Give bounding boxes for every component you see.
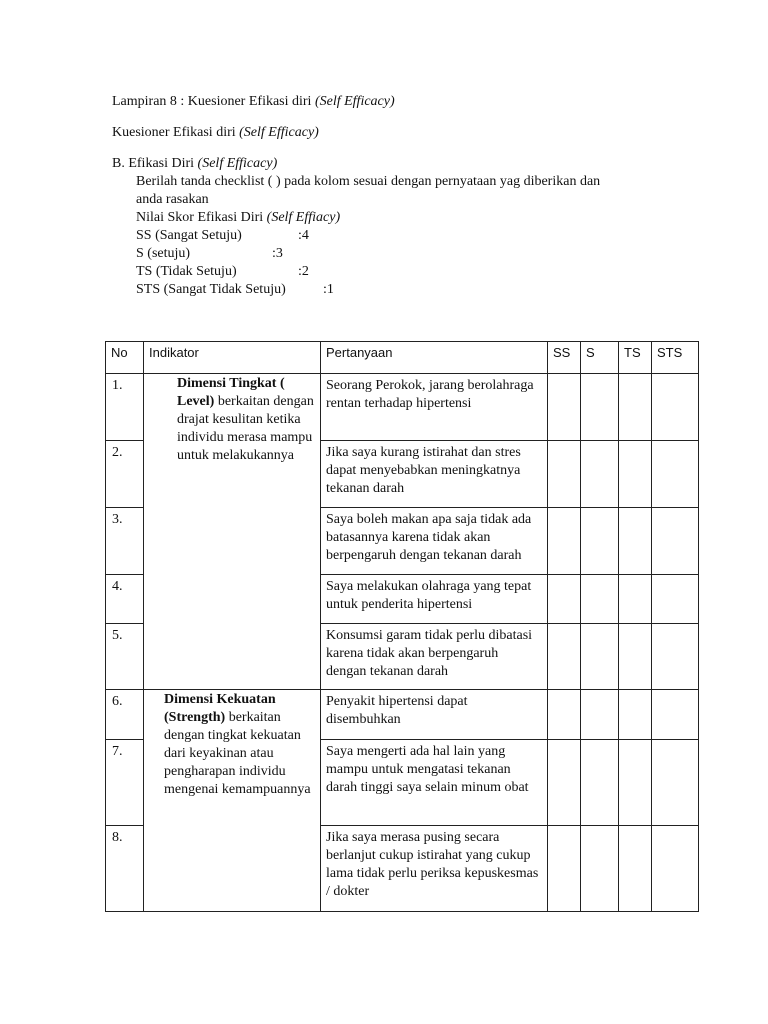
answer-cell-ss[interactable] [548,508,581,575]
answer-cell-ss[interactable] [548,575,581,624]
answer-cell-sts[interactable] [652,441,699,508]
answer-cell-ts[interactable] [619,624,652,690]
header-ss: SS [548,342,581,374]
question-text: Seorang Perokok, jarang berolahraga rentan terhadap hipertensi [321,374,548,441]
answer-cell-sts[interactable] [652,740,699,826]
instruction-line-1: Berilah tanda checklist ( ) pada kolom sesuai dengan pernyataan yag diberikan dan [136,174,601,189]
answer-cell-ts[interactable] [619,508,652,575]
questionnaire-title: Kuesioner Efikasi diri (Self Efficacy) [112,125,319,140]
answer-cell-s[interactable] [581,740,619,826]
answer-cell-ts[interactable] [619,826,652,912]
header-sts: STS [652,342,699,374]
answer-cell-ts[interactable] [619,740,652,826]
answer-cell-s[interactable] [581,826,619,912]
indicator-strength: Dimensi Kekuatan (Strength) berkaitan dengan tingkat kekuatan dari keyakinan atau pengharapan individu mengenai kemampuannya [144,690,321,912]
appendix-title: Lampiran 8 : Kuesioner Efikasi diri (Self Efficacy) [112,94,395,109]
header-question: Pertanyaan [321,342,548,374]
row-number: 5. [106,624,144,690]
section-heading: B. Efikasi Diri (Self Efficacy) [112,156,278,171]
answer-cell-sts[interactable] [652,690,699,740]
answer-cell-s[interactable] [581,374,619,441]
question-text: Jika saya merasa pusing secara berlanjut cukup istirahat yang cukup lama tidak perlu periksa kepuskesmas / dokter [321,826,548,912]
answer-cell-ts[interactable] [619,441,652,508]
row-number: 7. [106,740,144,826]
question-text: Saya melakukan olahraga yang tepat untuk penderita hipertensi [321,575,548,624]
questionnaire-table [105,341,699,912]
answer-cell-ss[interactable] [548,740,581,826]
answer-cell-ss[interactable] [548,441,581,508]
answer-cell-s[interactable] [581,508,619,575]
question-text: Konsumsi garam tidak perlu dibatasi karena tidak akan berpengaruh dengan tekanan darah [321,624,548,690]
answer-cell-sts[interactable] [652,508,699,575]
question-text: Saya boleh makan apa saja tidak ada batasannya karena tidak akan berpengaruh dengan tekanan darah [321,508,548,575]
scale-item: STS (Sangat Tidak Setuju) :1 [136,282,334,297]
scale-item: TS (Tidak Setuju) :2 [136,264,309,279]
answer-cell-ss[interactable] [548,826,581,912]
scale-item: SS (Sangat Setuju) :4 [136,228,309,243]
question-text: Jika saya kurang istirahat dan stres dapat menyebabkan meningkatnya tekanan darah [321,441,548,508]
answer-cell-ts[interactable] [619,690,652,740]
answer-cell-ss[interactable] [548,624,581,690]
row-number: 4. [106,575,144,624]
answer-cell-sts[interactable] [652,624,699,690]
answer-cell-sts[interactable] [652,575,699,624]
answer-cell-ss[interactable] [548,690,581,740]
instruction-line-2: anda rasakan [136,192,209,207]
row-number: 1. [106,374,144,441]
question-text: Penyakit hipertensi dapat disembuhkan [321,690,548,740]
row-number: 3. [106,508,144,575]
row-number: 6. [106,690,144,740]
table-row [106,690,699,740]
table-row [106,374,699,441]
answer-cell-sts[interactable] [652,826,699,912]
question-text: Saya mengerti ada hal lain yang mampu untuk mengatasi tekanan darah tinggi saya selain minum obat [321,740,548,826]
answer-cell-s[interactable] [581,441,619,508]
score-heading: Nilai Skor Efikasi Diri (Self Effiacy) [136,210,341,225]
header-s: S [581,342,619,374]
header-ts: TS [619,342,652,374]
answer-cell-ts[interactable] [619,575,652,624]
header-no: No [106,342,144,374]
answer-cell-s[interactable] [581,624,619,690]
answer-cell-s[interactable] [581,690,619,740]
answer-cell-sts[interactable] [652,374,699,441]
row-number: 8. [106,826,144,912]
answer-cell-ss[interactable] [548,374,581,441]
answer-cell-ts[interactable] [619,374,652,441]
row-number: 2. [106,441,144,508]
indicator-level: Dimensi Tingkat ( Level) berkaitan dengan drajat kesulitan ketika individu merasa mampu untuk melakukannya [144,374,321,690]
scale-item: S (setuju) :3 [136,246,283,261]
header-indicator: Indikator [144,342,321,374]
answer-cell-s[interactable] [581,575,619,624]
table-header-row [106,342,699,374]
